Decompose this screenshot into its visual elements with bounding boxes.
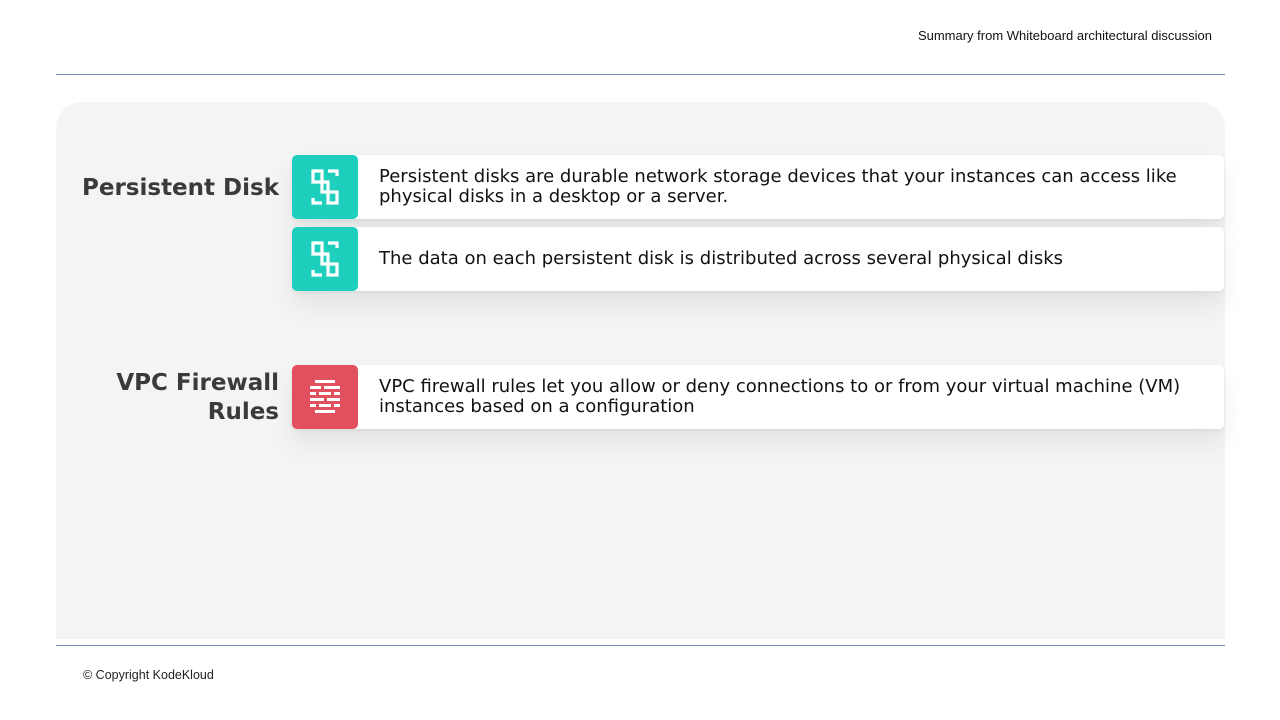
- disk-icon: [292, 155, 358, 219]
- header-title: Summary from Whiteboard architectural discussion: [917, 28, 1212, 43]
- card-text: Persistent disks are durable network storage devices that your instances can access like physical disks in a desktop or a server.: [379, 166, 1177, 207]
- card-persistent-disk-2: [292, 227, 1224, 291]
- copyright-text: © Copyright KodeKloud: [83, 668, 214, 682]
- top-divider: [56, 74, 1225, 75]
- section-title-line: Rules: [207, 399, 279, 425]
- card-vpc-firewall: [292, 365, 1224, 429]
- card-text: VPC firewall rules let you allow or deny connections to or from your virtual machine (VM) instances based on a configuration: [379, 376, 1181, 417]
- bottom-divider: [56, 645, 1225, 646]
- section-title-vpc-firewall-rules: [116, 369, 279, 427]
- disk-icon: [292, 227, 358, 291]
- section-title-line: VPC Firewall: [116, 370, 279, 396]
- firewall-icon: [292, 365, 358, 429]
- section-title-persistent-disk: Persistent Disk: [82, 175, 279, 201]
- card-persistent-disk-1: [292, 155, 1224, 219]
- card-text: The data on each persistent disk is distributed across several physical disks: [379, 248, 1064, 269]
